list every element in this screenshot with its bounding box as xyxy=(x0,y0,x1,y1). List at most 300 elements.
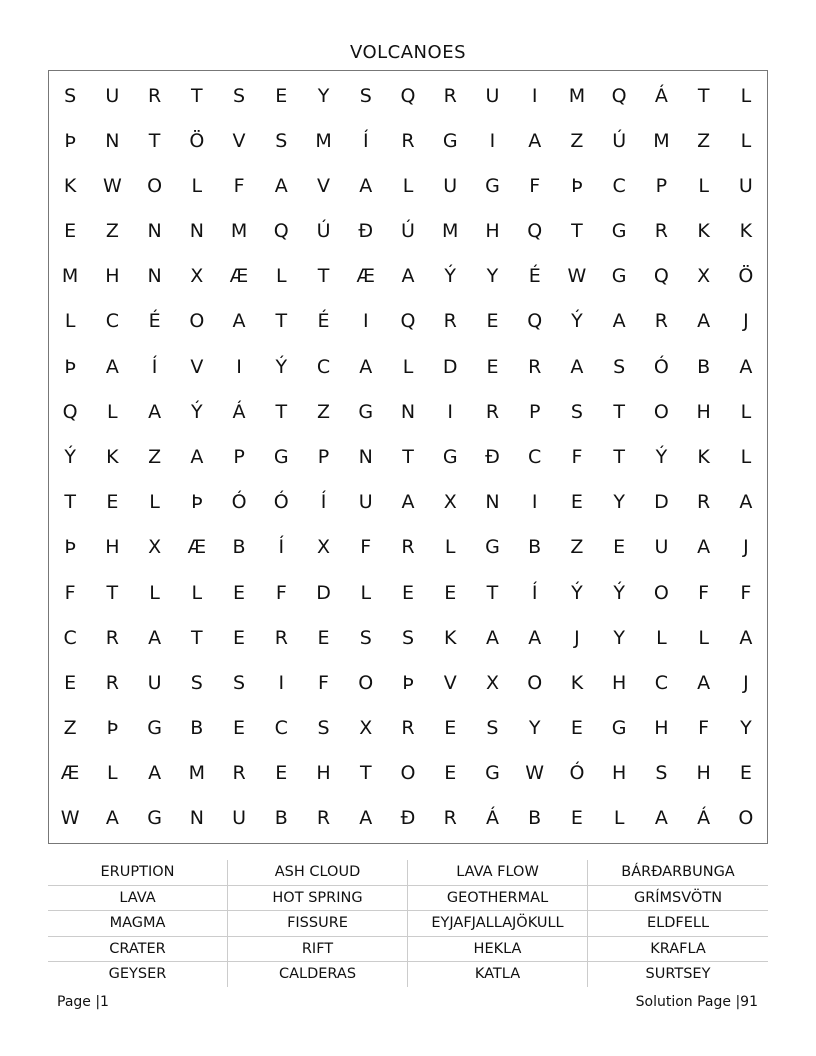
grid-letter: M xyxy=(315,129,332,152)
grid-letter: L xyxy=(444,536,456,559)
grid-letter: G xyxy=(273,445,289,468)
grid-letter: K xyxy=(697,445,710,468)
grid-letter: F xyxy=(571,445,583,468)
grid-letter: S xyxy=(275,129,288,152)
grid-letter: O xyxy=(358,671,374,694)
grid-letter: Z xyxy=(570,536,584,559)
grid-letter: L xyxy=(191,581,203,604)
grid-letter: G xyxy=(147,807,162,830)
grid-letter: Ú xyxy=(612,129,627,152)
grid-letter: Y xyxy=(317,84,330,107)
grid-letter: Æ xyxy=(187,536,207,559)
grid-letter: I xyxy=(362,310,369,333)
grid-letter: Q xyxy=(611,84,627,107)
grid-letter: E xyxy=(317,626,330,649)
grid-letter: Á xyxy=(232,400,246,423)
grid-letter: R xyxy=(105,626,119,649)
grid-letter: H xyxy=(612,762,627,785)
grid-letter: Ý xyxy=(655,445,668,468)
grid-letter: G xyxy=(611,220,627,243)
grid-letter: N xyxy=(189,807,204,830)
grid-letter: R xyxy=(654,220,668,243)
grid-letter: R xyxy=(401,717,415,740)
grid-letter: Ö xyxy=(189,129,205,152)
grid-letter: S xyxy=(233,84,246,107)
grid-letter: K xyxy=(697,220,710,243)
grid-letter: A xyxy=(359,807,373,830)
grid-letter: T xyxy=(191,626,203,649)
grid-letter: P xyxy=(317,445,330,468)
grid-letter: N xyxy=(147,265,162,288)
grid-letter: Æ xyxy=(356,265,376,288)
grid-letter: O xyxy=(653,581,669,604)
grid-letter: D xyxy=(654,491,669,514)
word-list-item: LAVA xyxy=(48,886,228,912)
grid-letter: L xyxy=(149,581,160,604)
grid-letter: E xyxy=(106,491,119,514)
word-list-item: MAGMA xyxy=(48,911,228,937)
grid-letter: Ý xyxy=(444,265,457,288)
grid-letter: E xyxy=(444,717,457,740)
grid-letter: L xyxy=(656,626,667,649)
grid-letter: X xyxy=(443,491,457,514)
grid-letter: S xyxy=(317,717,330,740)
grid-letter: M xyxy=(61,265,79,288)
grid-letter: Ö xyxy=(738,265,754,288)
grid-letter: W xyxy=(525,762,545,785)
grid-letter: H xyxy=(105,536,120,559)
grid-letter: I xyxy=(278,671,285,694)
grid-letter: Ú xyxy=(316,220,331,243)
grid-letter: E xyxy=(64,671,77,694)
grid-letter: U xyxy=(358,491,373,514)
grid-letter: A xyxy=(232,310,246,333)
grid-letter: Ó xyxy=(569,762,585,785)
grid-letter: E xyxy=(64,220,77,243)
grid-letter: X xyxy=(697,265,711,288)
grid-letter: X xyxy=(317,536,331,559)
grid-letter: S xyxy=(655,762,668,785)
grid-letter: B xyxy=(528,807,542,830)
grid-letter: G xyxy=(485,536,500,559)
grid-letter: L xyxy=(740,129,752,152)
grid-letter: K xyxy=(443,626,457,649)
grid-letter: K xyxy=(739,220,753,243)
grid-letter: B xyxy=(274,807,288,830)
grid-letter: C xyxy=(316,355,331,378)
grid-letter: Q xyxy=(527,220,543,243)
grid-letter: R xyxy=(105,671,119,694)
grid-letter: G xyxy=(147,717,162,740)
grid-letter: Z xyxy=(105,220,119,243)
word-list-item: GEOTHERMAL xyxy=(408,886,588,912)
grid-letter: R xyxy=(697,491,711,514)
grid-letter: T xyxy=(486,581,499,604)
grid-letter: Q xyxy=(62,400,78,423)
grid-letter: E xyxy=(233,626,246,649)
grid-letter: J xyxy=(743,671,749,694)
grid-letter: U xyxy=(654,536,669,559)
grid-letter: P xyxy=(233,445,245,468)
grid-letter: G xyxy=(485,174,500,197)
grid-letter: P xyxy=(655,174,668,197)
grid-letter: Z xyxy=(317,400,331,423)
word-list-item: ELDFELL xyxy=(588,911,768,937)
grid-letter: E xyxy=(570,807,583,830)
word-list-item: HOT SPRING xyxy=(228,886,408,912)
grid-letter: T xyxy=(275,400,288,423)
grid-letter: T xyxy=(697,84,710,107)
grid-letter: S xyxy=(613,355,626,378)
grid-letter: O xyxy=(189,310,205,333)
grid-letter: A xyxy=(148,626,162,649)
grid-letter: Ý xyxy=(275,355,288,378)
grid-letter: L xyxy=(360,581,372,604)
grid-letter: A xyxy=(274,174,288,197)
grid-letter: Ý xyxy=(191,400,203,423)
grid-letter: G xyxy=(485,762,500,785)
grid-letter: L xyxy=(402,174,414,197)
grid-letter: S xyxy=(570,400,583,423)
grid-letter: S xyxy=(233,671,246,694)
grid-letter: Q xyxy=(400,84,416,107)
grid-letter: F xyxy=(64,581,76,604)
grid-letter: O xyxy=(527,671,543,694)
grid-letter: T xyxy=(64,491,76,514)
grid-letter: B xyxy=(697,355,711,378)
grid-letter: C xyxy=(528,445,542,468)
grid-letter: F xyxy=(233,174,245,197)
grid-letter: I xyxy=(489,129,496,152)
grid-letter: R xyxy=(401,536,415,559)
grid-letter: U xyxy=(232,807,247,830)
grid-letter: A xyxy=(359,355,373,378)
grid-letter: Í xyxy=(362,129,369,152)
grid-letter: Z xyxy=(148,445,162,468)
grid-letter: T xyxy=(359,762,372,785)
grid-letter: H xyxy=(105,265,120,288)
grid-letter: R xyxy=(147,84,162,107)
word-list-item: SURTSEY xyxy=(645,966,711,982)
grid-letter: O xyxy=(147,174,163,197)
grid-letter: J xyxy=(743,310,749,333)
grid-letter: X xyxy=(148,536,162,559)
grid-letter: C xyxy=(612,174,626,197)
word-list-item: BÁRÐARBUNGA xyxy=(588,860,768,886)
grid-letter: H xyxy=(654,717,669,740)
grid-letter: A xyxy=(401,265,415,288)
grid-letter: Þ xyxy=(402,671,414,694)
grid-letter: Ú xyxy=(401,220,415,243)
word-list-item: RIFT xyxy=(228,937,408,963)
grid-letter: R xyxy=(274,626,288,649)
grid-letter: A xyxy=(148,400,162,423)
grid-letter: E xyxy=(613,536,626,559)
grid-letter: Þ xyxy=(571,174,583,197)
grid-letter: L xyxy=(698,626,709,649)
grid-letter: T xyxy=(571,220,583,243)
grid-letter: V xyxy=(190,355,204,378)
grid-letter: Æ xyxy=(229,265,249,288)
grid-letter: Á xyxy=(697,807,711,830)
grid-letter: Z xyxy=(697,129,711,152)
grid-letter: A xyxy=(528,129,542,152)
grid-letter: P xyxy=(528,400,541,423)
grid-letter: K xyxy=(63,174,77,197)
grid-letter: R xyxy=(654,310,668,333)
grid-letter: Þ xyxy=(64,536,76,559)
grid-letter: S xyxy=(401,626,415,649)
grid-letter: L xyxy=(149,491,160,514)
grid-letter: Í xyxy=(278,536,285,559)
grid-letter: Q xyxy=(400,310,416,333)
grid-letter: G xyxy=(358,400,374,423)
grid-letter: B xyxy=(190,717,204,740)
grid-letter: U xyxy=(105,84,120,107)
grid-letter: S xyxy=(486,717,499,740)
grid-letter: V xyxy=(443,671,457,694)
grid-letter: L xyxy=(698,174,709,197)
solution-page-reference: Solution Page |91 xyxy=(635,994,758,1010)
grid-letter: L xyxy=(402,355,414,378)
word-list-item: ERUPTION xyxy=(48,860,228,886)
grid-letter: L xyxy=(107,762,118,785)
grid-letter: Ó xyxy=(653,355,669,378)
grid-letter: A xyxy=(359,174,373,197)
grid-letter: Þ xyxy=(64,129,76,152)
grid-letter: S xyxy=(359,84,372,107)
grid-letter: Q xyxy=(527,310,543,333)
grid-letter: Ð xyxy=(485,445,500,468)
grid-letter: A xyxy=(612,310,626,333)
grid-letter: S xyxy=(359,626,372,649)
grid-letter: F xyxy=(740,581,752,604)
grid-letter: I xyxy=(531,491,538,514)
grid-letter: U xyxy=(443,174,458,197)
grid-letter: L xyxy=(613,807,625,830)
grid-letter: C xyxy=(63,626,77,649)
grid-letter: F xyxy=(529,174,541,197)
grid-letter: C xyxy=(654,671,669,694)
grid-letter: Q xyxy=(273,220,289,243)
grid-letter: E xyxy=(401,581,414,604)
word-list-item: ASH CLOUD xyxy=(228,860,408,886)
grid-letter: Ý xyxy=(571,310,583,333)
word-list-item: GRÍMSVÖTN xyxy=(588,886,768,912)
grid-letter: M xyxy=(188,762,206,785)
grid-letter: H xyxy=(696,762,711,785)
grid-letter: F xyxy=(698,717,710,740)
grid-letter: A xyxy=(739,626,753,649)
grid-letter: H xyxy=(612,671,627,694)
grid-letter: Í xyxy=(151,355,158,378)
grid-letter: T xyxy=(402,445,414,468)
grid-letter: L xyxy=(191,174,203,197)
grid-letter: L xyxy=(275,265,287,288)
grid-letter: E xyxy=(486,355,499,378)
grid-letter: W xyxy=(60,807,80,830)
grid-letter: U xyxy=(147,671,162,694)
letter-grid xyxy=(48,70,768,844)
grid-letter: K xyxy=(106,445,119,468)
grid-letter: É xyxy=(317,310,330,333)
grid-letter: R xyxy=(443,310,457,333)
grid-letter: O xyxy=(738,807,754,830)
grid-letter: A xyxy=(105,807,119,830)
grid-letter: A xyxy=(654,807,668,830)
grid-letter: M xyxy=(568,84,586,107)
word-list-item: LAVA FLOW xyxy=(408,860,588,886)
grid-letter: B xyxy=(232,536,246,559)
grid-letter: É xyxy=(528,265,541,288)
grid-letter: W xyxy=(567,265,587,288)
grid-letter: V xyxy=(317,174,331,197)
grid-letter: Y xyxy=(613,491,625,514)
grid-letter: Þ xyxy=(191,491,203,514)
word-list-item: EYJAFJALLAJÖKULL xyxy=(408,911,588,937)
grid-letter: Á xyxy=(485,807,499,830)
grid-letter: R xyxy=(443,807,457,830)
grid-letter: J xyxy=(743,536,749,559)
grid-letter: Æ xyxy=(60,762,80,785)
grid-letter: G xyxy=(442,129,458,152)
grid-letter: G xyxy=(442,445,458,468)
grid-letter: Ð xyxy=(358,220,374,243)
grid-letter: N xyxy=(189,220,204,243)
word-list-item: CRATER xyxy=(48,937,228,963)
grid-letter: Þ xyxy=(106,717,119,740)
word-list-item: KATLA xyxy=(408,962,588,987)
grid-letter: Í xyxy=(531,581,538,604)
grid-letter: Á xyxy=(654,84,668,107)
grid-letter: I xyxy=(236,355,242,378)
grid-letter: Ý xyxy=(64,445,76,468)
grid-letter: O xyxy=(653,400,669,423)
word-list xyxy=(48,860,768,987)
grid-letter: R xyxy=(232,762,246,785)
grid-letter: M xyxy=(230,220,248,243)
grid-letter: D xyxy=(442,355,458,378)
grid-letter: F xyxy=(360,536,372,559)
grid-letter: N xyxy=(105,129,120,152)
grid-letter: R xyxy=(485,400,500,423)
grid-letter: Þ xyxy=(64,355,76,378)
grid-letter: F xyxy=(318,671,329,694)
word-list-item: GEYSER xyxy=(48,962,228,987)
page-number: Page |1 xyxy=(57,994,109,1010)
grid-letter: R xyxy=(401,129,415,152)
grid-letter: Z xyxy=(570,129,584,152)
grid-letter: Ð xyxy=(400,807,416,830)
grid-letter: Y xyxy=(740,717,752,740)
grid-letter: F xyxy=(275,581,287,604)
grid-letter: E xyxy=(233,717,246,740)
grid-letter: Y xyxy=(528,717,541,740)
grid-letter: G xyxy=(611,717,627,740)
grid-letter: A xyxy=(697,671,711,694)
grid-letter: N xyxy=(485,491,500,514)
grid-letter: Y xyxy=(613,626,625,649)
grid-letter: T xyxy=(317,265,330,288)
grid-letter: X xyxy=(359,717,373,740)
grid-letter: Ó xyxy=(231,491,247,514)
grid-letter: L xyxy=(740,445,752,468)
grid-letter: E xyxy=(570,717,583,740)
grid-letter: K xyxy=(570,671,584,694)
grid-letter: T xyxy=(275,310,288,333)
grid-letter: T xyxy=(148,129,161,152)
word-list-item: CALDERAS xyxy=(228,962,408,987)
grid-letter: U xyxy=(485,84,500,107)
grid-letter: W xyxy=(102,174,122,197)
grid-letter: Q xyxy=(653,265,669,288)
grid-letter: E xyxy=(739,762,752,785)
grid-letter: R xyxy=(443,84,457,107)
grid-letter: A xyxy=(697,536,711,559)
word-list-item: KRAFLA xyxy=(588,937,768,963)
grid-letter: E xyxy=(275,762,288,785)
grid-letter: L xyxy=(64,310,76,333)
grid-letter: F xyxy=(698,581,710,604)
grid-letter: D xyxy=(316,581,331,604)
grid-letter: Ý xyxy=(571,581,583,604)
grid-letter: A xyxy=(739,355,753,378)
grid-letter: X xyxy=(190,265,204,288)
grid-letter: L xyxy=(740,400,752,423)
grid-letter: C xyxy=(105,310,119,333)
grid-letter: H xyxy=(485,220,500,243)
grid-letter: N xyxy=(400,400,416,423)
grid-letter: R xyxy=(316,807,331,830)
grid-letter: I xyxy=(447,400,454,423)
word-list-item: FISSURE xyxy=(228,911,408,937)
grid-letter: N xyxy=(358,445,373,468)
grid-letter: O xyxy=(400,762,416,785)
grid-letter: E xyxy=(275,84,288,107)
grid-letter: E xyxy=(570,491,583,514)
grid-letter: U xyxy=(738,174,753,197)
grid-letter: T xyxy=(106,581,119,604)
grid-letter: I xyxy=(531,84,538,107)
grid-letter: B xyxy=(528,536,542,559)
grid-letter: M xyxy=(653,129,670,152)
grid-letter: Ó xyxy=(273,491,289,514)
grid-letter: Z xyxy=(63,717,77,740)
grid-letter: H xyxy=(696,400,711,423)
grid-letter: H xyxy=(316,762,331,785)
grid-letter: X xyxy=(485,671,499,694)
grid-letter: E xyxy=(444,581,457,604)
grid-letter: A xyxy=(528,626,542,649)
word-list-item: HEKLA xyxy=(408,937,588,963)
grid-letter: A xyxy=(148,762,162,785)
grid-letter: M xyxy=(442,220,459,243)
grid-letter: A xyxy=(105,355,119,378)
grid-letter: T xyxy=(191,84,203,107)
grid-letter: C xyxy=(274,717,288,740)
grid-letter: N xyxy=(147,220,162,243)
grid-letter: É xyxy=(148,310,161,333)
grid-letter: Í xyxy=(320,491,327,514)
grid-letter: T xyxy=(613,400,625,423)
grid-letter: A xyxy=(739,491,753,514)
grid-letter: E xyxy=(444,762,457,785)
grid-letter: A xyxy=(697,310,711,333)
grid-letter: E xyxy=(233,581,246,604)
grid-letter: L xyxy=(740,84,752,107)
grid-letter: V xyxy=(232,129,246,152)
grid-letter: G xyxy=(611,265,627,288)
